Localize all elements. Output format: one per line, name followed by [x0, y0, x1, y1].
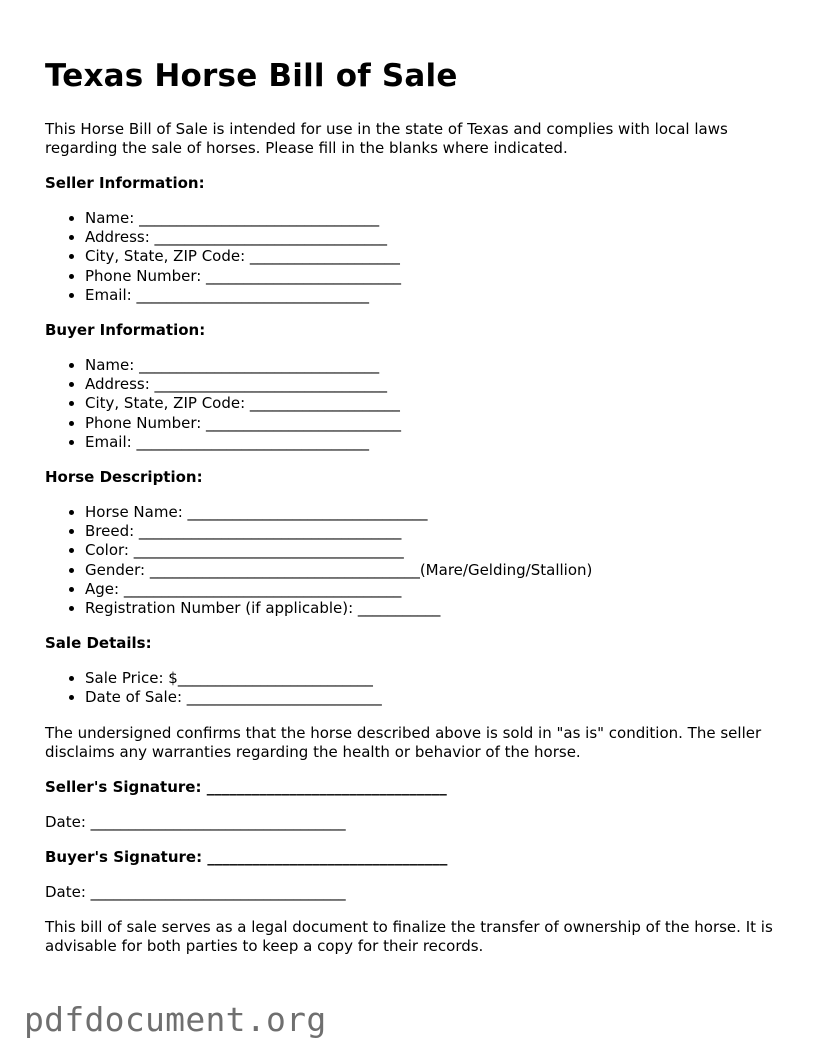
horse-color-field[interactable]: • Color: ____________________________________ — [85, 541, 785, 560]
seller-fields-list — [45, 209, 785, 305]
seller-name-field[interactable]: • Name: ________________________________ — [85, 209, 785, 228]
document-page — [45, 56, 785, 956]
seller-phone-field[interactable]: • Phone Number: __________________________ — [85, 267, 785, 286]
condition-paragraph: The undersigned confirms that the horse described above is sold in "as is" condition. The seller disclaims any warranties regarding the health or behavior of the horse. — [45, 723, 762, 761]
sale-price-field[interactable]: • Sale Price: $__________________________ — [85, 669, 785, 688]
intro-paragraph: This Horse Bill of Sale is intended for use in the state of Texas and complies with local laws regarding the sale of horses. Please fill in the blanks where indicated. — [45, 120, 728, 157]
sale-heading: Sale Details: — [45, 634, 152, 653]
buyer-date-field[interactable]: Date: __________________________________ — [45, 882, 346, 901]
seller-address-field[interactable]: • Address: _______________________________ — [85, 228, 785, 247]
buyer-email-field[interactable]: • Email: _______________________________ — [85, 433, 785, 452]
buyer-address-field[interactable]: • Address: _______________________________ — [85, 375, 785, 394]
seller-email-field[interactable]: • Email: _______________________________ — [85, 286, 785, 305]
page-title: Texas Horse Bill of Sale — [45, 58, 458, 94]
horse-gender-field[interactable]: • Gender: ____________________________________(Mare/Gelding/Stallion) — [85, 561, 785, 580]
seller-heading: Seller Information: — [45, 174, 205, 192]
buyer-city-state-zip-field[interactable]: • City, State, ZIP Code: ____________________ — [85, 394, 785, 413]
horse-age-field[interactable]: • Age: _____________________________________ — [85, 580, 785, 599]
sale-fields-list — [45, 669, 785, 707]
seller-signature-field[interactable]: Seller's Signature: ________________________________ — [45, 777, 447, 796]
horse-registration-field[interactable]: • Registration Number (if applicable): ___________ — [85, 599, 785, 618]
seller-city-state-zip-field[interactable]: • City, State, ZIP Code: ____________________ — [85, 247, 785, 266]
watermark: pdfdocument.org — [24, 1000, 327, 1039]
buyer-heading: Buyer Information: — [45, 321, 206, 340]
seller-date-field[interactable]: Date: __________________________________ — [45, 812, 346, 831]
buyer-signature-field[interactable]: Buyer's Signature: ________________________________ — [45, 847, 448, 866]
horse-fields-list — [45, 503, 785, 618]
sale-date-field[interactable]: • Date of Sale: __________________________ — [85, 688, 785, 707]
horse-heading: Horse Description: — [45, 468, 203, 487]
buyer-name-field[interactable]: • Name: ________________________________ — [85, 356, 785, 375]
buyer-phone-field[interactable]: • Phone Number: __________________________ — [85, 414, 785, 433]
horse-breed-field[interactable]: • Breed: ___________________________________ — [85, 522, 785, 541]
horse-name-field[interactable]: • Horse Name: ________________________________ — [85, 503, 785, 522]
buyer-fields-list — [45, 356, 785, 452]
closing-paragraph: This bill of sale serves as a legal document to finalize the transfer of ownership of the horse. It is advisable for both parties to keep a copy for their records. — [45, 917, 773, 955]
